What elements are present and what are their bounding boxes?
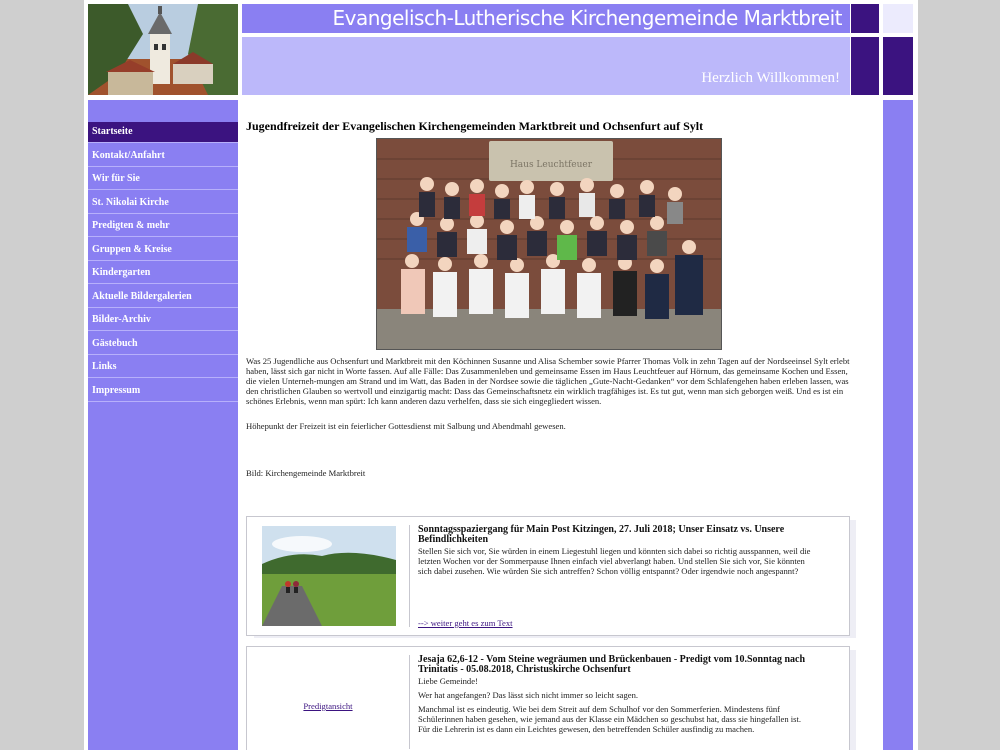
nav-item-links[interactable]: Links	[88, 357, 238, 378]
church-logo-photo	[88, 4, 238, 95]
article-paragraph-2: Höhepunkt der Freizeit ist ein feierlicher Gottesdienst mit Salbung und Abendmahl gewesen.	[246, 421, 566, 431]
article-paragraph-1: Was 25 Jugendliche aus Ochsenfurt und Marktbreit mit den Köchinnen Susanne und Alisa Schember sowie Pfarrer Thomas Volk in zehn Tagen auf der Nordseeinsel Sylt erlebt haben, lässt sich gar nicht in Worte fassen. Auf alle Fälle: Das Zusammenleben und gemeinsame Essen im Haus Leuchtfeuer auf Hörnum, das gemeinsame Kochen und Essen, die vielen Unterneh-mungen am Strand und im Watt, das Baden in der Nordsee sowie die täglichen „Gute-Nacht-Gedanken“ vor dem Schlafengehen haben erleben lassen, was den christlichen Glauben so wertvoll und einzigartig macht: Dass das Gemeinschaftsnetz ein wirklich tragfähiges ist. Es tut gut, wenn man sich geborgen weiß. Und es ist ein schönes Erlebnis, wenn man spürt: Ich kann anderen dazu verhelfen, dass sie sich eingegliedert wissen.	[246, 356, 850, 406]
card-thumb-cell	[247, 517, 409, 635]
card-paragraph: Wer hat angefangen? Das lässt sich nicht immer so leicht sagen.	[418, 690, 639, 700]
header-decor-dark-3	[883, 37, 913, 95]
nav-item-kindergarten[interactable]: Kindergarten	[88, 263, 238, 284]
header-decor-dark	[851, 4, 879, 33]
nav-item-predigten[interactable]: Predigten & mehr	[88, 216, 238, 237]
card-teaser: Stellen Sie sich vor, Sie würden in einem Liegestuhl liegen und könnten sich dabei so richtig ausspannen, weil die letzten Wochen vor der Sommerpause Ihnen einfach viel abverlangt haben. Und stellen Sie sich vor, Sie könnten sich dabei zusehen. Wie würden Sie sich antreffen? Schon völlig entspannt? Oder irgendwie noch angespannt?	[418, 546, 811, 576]
photo-sign-text: Haus Leuchtfeuer	[509, 160, 593, 170]
photo-credit: Bild: Kirchengemeinde Marktbreit	[246, 468, 366, 478]
card-title: Jesaja 62,6-12 - Vom Steine wegräumen und Brückenbauen - Predigt vom 10.Sonntag nach Trinitatis - 05.08.2018, Christuskirche Ochsenfurt	[418, 654, 806, 675]
main-content	[246, 100, 856, 750]
news-card-2	[246, 646, 850, 750]
main-navigation	[88, 122, 238, 404]
header-title-bar	[242, 4, 850, 33]
nav-item-wir-fuer-sie[interactable]: Wir für Sie	[88, 169, 238, 190]
header-decor-light	[883, 4, 913, 33]
nav-item-bildergalerien[interactable]: Aktuelle Bildergalerien	[88, 287, 238, 308]
card-title: Sonntagsspaziergang für Main Post Kitzingen, 27. Juli 2018; Unser Einsatz vs. Unsere Befindlichkeiten	[418, 524, 785, 545]
nav-item-startseite[interactable]: Startseite	[88, 122, 238, 143]
nav-item-st-nikolai-kirche[interactable]: St. Nikolai Kirche	[88, 193, 238, 214]
welcome-text: Herzlich Willkommen!	[701, 70, 840, 86]
sermon-view-link[interactable]: Predigtansicht	[303, 701, 353, 711]
right-decor-strip	[883, 100, 913, 750]
card-greeting: Liebe Gemeinde!	[418, 676, 478, 686]
page	[84, 0, 918, 750]
nav-item-gaestebuch[interactable]: Gästebuch	[88, 334, 238, 355]
read-more-link[interactable]: --> weiter geht es zum Text	[418, 618, 513, 628]
cycling-landscape-photo	[262, 526, 396, 626]
header-welcome-bar	[242, 37, 850, 95]
nav-item-kontakt[interactable]: Kontakt/Anfahrt	[88, 146, 238, 167]
article-title: Jugendfreizeit der Evangelischen Kirchengemeinden Marktbreit und Ochsenfurt auf Sylt	[246, 119, 704, 133]
nav-item-gruppen-kreise[interactable]: Gruppen & Kreise	[88, 240, 238, 261]
header-decor-dark-2	[851, 37, 879, 95]
news-card-1	[246, 516, 850, 636]
card-divider	[409, 655, 410, 749]
nav-item-bilder-archiv[interactable]: Bilder-Archiv	[88, 310, 238, 331]
youth-group-photo	[376, 138, 722, 350]
card-divider	[409, 525, 410, 627]
card-content	[418, 655, 813, 734]
sidebar	[88, 100, 238, 750]
nav-item-impressum[interactable]: Impressum	[88, 381, 238, 402]
card-content	[418, 525, 813, 576]
site-title: Evangelisch-Lutherische Kirchengemeinde Marktbreit	[332, 6, 842, 30]
card-paragraph: Manchmal ist es eindeutig. Wie bei dem Streit auf dem Schulhof vor den Sommerferien. Mindestens fünf Schülerinnen haben gesehen, wie jemand aus der Klasse ein Mädchen so geschubst hat, dass sie hingefallen ist. Für die Lehrerin ist es dann ein Leichtes gewesen, den betreffenden Schüler ausfindig zu machen.	[418, 704, 802, 734]
